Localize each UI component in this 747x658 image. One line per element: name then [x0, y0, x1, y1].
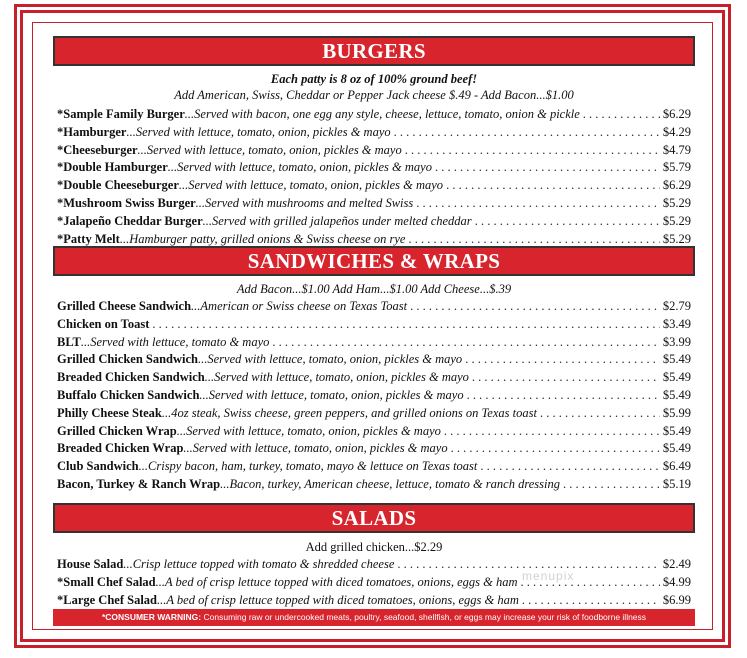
menu-item — [57, 334, 691, 351]
menu-item — [57, 351, 691, 368]
menu-item-price: $6.49 — [662, 459, 691, 474]
menu-item-name: Grilled Chicken Sandwich — [57, 352, 198, 367]
menu-item-price: $5.49 — [662, 352, 691, 367]
menu-item-description: ...Served with lettuce, tomato & mayo — [80, 334, 270, 349]
dot-leader — [465, 351, 660, 368]
menu-item-description: ...American or Swiss cheese on Texas Toast — [191, 299, 408, 313]
watermark: menupix — [522, 569, 575, 583]
menu-item — [57, 423, 691, 440]
dot-leader — [410, 298, 660, 315]
menu-item-name: BLT — [57, 334, 81, 349]
menu-item — [57, 405, 691, 422]
menu-item — [57, 213, 691, 230]
dot-leader — [444, 423, 660, 440]
menu-item-price: $6.99 — [662, 592, 691, 607]
menu-item-description: ...Served with lettuce, tomato, onion, pickles & mayo — [198, 352, 463, 367]
menu-item-price: $2.49 — [662, 557, 691, 571]
menu-item-name: *Hamburger — [57, 124, 127, 139]
menu-item-description: ...Crisp lettuce topped with tomato & shredded cheese — [123, 557, 395, 571]
menu-item-description: ...Hamburger patty, grilled onions & Swiss cheese on rye — [119, 231, 406, 246]
menu-item — [57, 142, 691, 159]
section-banner-salads: SALADS — [53, 503, 695, 533]
menu-item — [57, 316, 691, 333]
menu-item-description: ...A bed of crisp lettuce topped with diced tomatoes, onions, eggs & ham — [157, 592, 519, 607]
menu-item-name: Breaded Chicken Wrap — [57, 441, 184, 456]
dot-leader — [446, 177, 660, 194]
menu-item-price: $5.49 — [662, 388, 691, 402]
menu-item-name: *Cheeseburger — [57, 142, 138, 157]
menu-item-price: $4.79 — [662, 142, 691, 157]
section-banner-burgers: BURGERS — [53, 36, 695, 66]
menu-item-name: House Salad — [57, 557, 124, 571]
menu-item — [57, 195, 691, 212]
menu-item-price: $6.29 — [662, 107, 691, 121]
menu-item-price: $5.29 — [662, 196, 691, 210]
menu-item-description: ...Served with lettuce, tomato, onion, pickles & mayo — [137, 142, 402, 157]
menu-item — [57, 298, 691, 315]
menu-item — [57, 387, 691, 404]
menu-item-description: ...Served with lettuce, tomato, onion, pickles & mayo — [126, 124, 391, 139]
menu-item-description: ...Crispy bacon, ham, turkey, tomato, mayo & lettuce on Texas toast — [138, 459, 478, 474]
menu-item — [57, 369, 691, 386]
dot-leader — [480, 458, 659, 475]
menu-item-description: ...Served with grilled jalapeños under melted cheddar — [202, 213, 472, 228]
menu-item — [57, 476, 691, 493]
dot-leader — [583, 106, 660, 123]
menu-item — [57, 106, 691, 123]
dot-leader — [540, 405, 660, 422]
burgers-addon-note: Add American, Swiss, Cheddar or Pepper Jack cheese $.49 - Add Bacon...$1.00 — [174, 88, 574, 102]
menu-item-description: ...4oz steak, Swiss cheese, green peppers, and grilled onions on Texas toast — [161, 405, 537, 420]
menu-item-name: *Patty Melt — [57, 231, 120, 246]
consumer-warning-label: *CONSUMER WARNING: — [101, 612, 202, 622]
dot-leader — [563, 476, 660, 493]
menu-item-description: ...Served with lettuce, tomato, onion, pickles & mayo — [176, 423, 441, 438]
menu-item-name: *Sample Family Burger — [57, 107, 185, 121]
menu-item-price: $5.19 — [662, 477, 691, 491]
menu-item-description: ...Served with lettuce, tomato, onion, pickles & mayo — [167, 160, 432, 175]
menu-item-price: $5.49 — [662, 423, 691, 438]
menu-item-name: *Large Chef Salad — [57, 592, 157, 607]
dot-leader — [416, 195, 660, 212]
menu-item-description: ...Bacon, turkey, American cheese, lettuce, tomato & ranch dressing — [220, 477, 560, 491]
menu-item-price: $5.49 — [662, 441, 691, 456]
menu-item-price: $5.29 — [662, 213, 691, 228]
dot-leader — [472, 369, 660, 386]
dot-leader — [522, 592, 660, 609]
menu-item-price: $2.79 — [662, 299, 691, 313]
dot-leader — [475, 213, 660, 230]
menu-item-description: ...Served with lettuce, tomato, onion, pickles & mayo — [178, 178, 444, 193]
section-banner-sandwiches: SANDWICHES & WRAPS — [53, 246, 695, 276]
menu-item — [57, 177, 691, 194]
menu-item-name: *Mushroom Swiss Burger — [57, 196, 196, 210]
menu-item-price: $5.29 — [662, 231, 691, 246]
menu-item-description: ...Served with lettuce, tomato, onion, pickles & mayo — [204, 370, 469, 385]
menu-item-name: Club Sandwich — [57, 459, 139, 474]
menu-item-name: Philly Cheese Steak — [57, 405, 162, 420]
menu-item-description: ...Served with lettuce, tomato, onion, pickles & mayo — [199, 388, 464, 402]
menu-item-description: ...Served with bacon, one egg any style, cheese, lettuce, tomato, onion & pickle — [184, 107, 580, 121]
menu-item-description: ...Served with mushrooms and melted Swiss — [195, 196, 414, 210]
menu-item-price: $5.79 — [662, 160, 691, 175]
burgers-patty-note: Each patty is 8 oz of 100% ground beef! — [270, 72, 478, 86]
menu-item — [57, 159, 691, 176]
menu-item — [57, 574, 691, 591]
menu-item-name: Chicken on Toast — [57, 316, 150, 331]
dot-leader — [467, 387, 660, 404]
menu-item-name: *Jalapeño Cheddar Burger — [57, 213, 203, 228]
consumer-warning — [53, 609, 695, 626]
menu-item-price: $6.29 — [662, 178, 691, 193]
menu-item-name: Breaded Chicken Sandwich — [57, 370, 205, 385]
consumer-warning-text: Consuming raw or undercooked meats, poultry, seafood, shellfish, or eggs may increase your risk of foodborne illness — [203, 612, 647, 622]
menu-item-name: Grilled Chicken Wrap — [57, 423, 177, 438]
menu-item-name: *Small Chef Salad — [57, 574, 156, 589]
menu-item — [57, 124, 691, 141]
menu-item-price: $5.99 — [662, 405, 691, 420]
menu-item-name: Bacon, Turkey & Ranch Wrap — [57, 477, 221, 491]
menu-item — [57, 458, 691, 475]
menu-item-name: *Double Hamburger — [57, 160, 168, 175]
menu-item-name: Grilled Cheese Sandwich — [57, 299, 192, 313]
dot-leader — [435, 159, 660, 176]
dot-leader — [394, 124, 660, 141]
menu-item-description: ...A bed of crisp lettuce topped with diced tomatoes, onions, eggs & ham — [155, 574, 518, 589]
menu-item-price: $4.29 — [662, 124, 691, 139]
dot-leader — [272, 334, 659, 351]
menu-item-price: $4.99 — [662, 574, 691, 589]
menu-item-name: Buffalo Chicken Sandwich — [57, 388, 200, 402]
salads-addon-note: Add grilled chicken...$2.29 — [305, 540, 443, 554]
menu-item-name: *Double Cheeseburger — [57, 178, 179, 193]
menu-item-price: $3.99 — [662, 334, 691, 349]
menu-item — [57, 440, 691, 457]
dot-leader — [152, 316, 659, 333]
menu-item-price: $5.49 — [662, 370, 691, 385]
menu-item — [57, 592, 691, 609]
dot-leader — [405, 142, 660, 159]
menu-item-price: $3.49 — [662, 316, 691, 331]
menu-item-description: ...Served with lettuce, tomato, onion, pickles & mayo — [183, 441, 448, 456]
menu-item — [57, 556, 691, 573]
dot-leader — [451, 440, 660, 457]
sandwiches-addon-note: Add Bacon...$1.00 Add Ham...$1.00 Add Cheese...$.39 — [236, 282, 512, 296]
